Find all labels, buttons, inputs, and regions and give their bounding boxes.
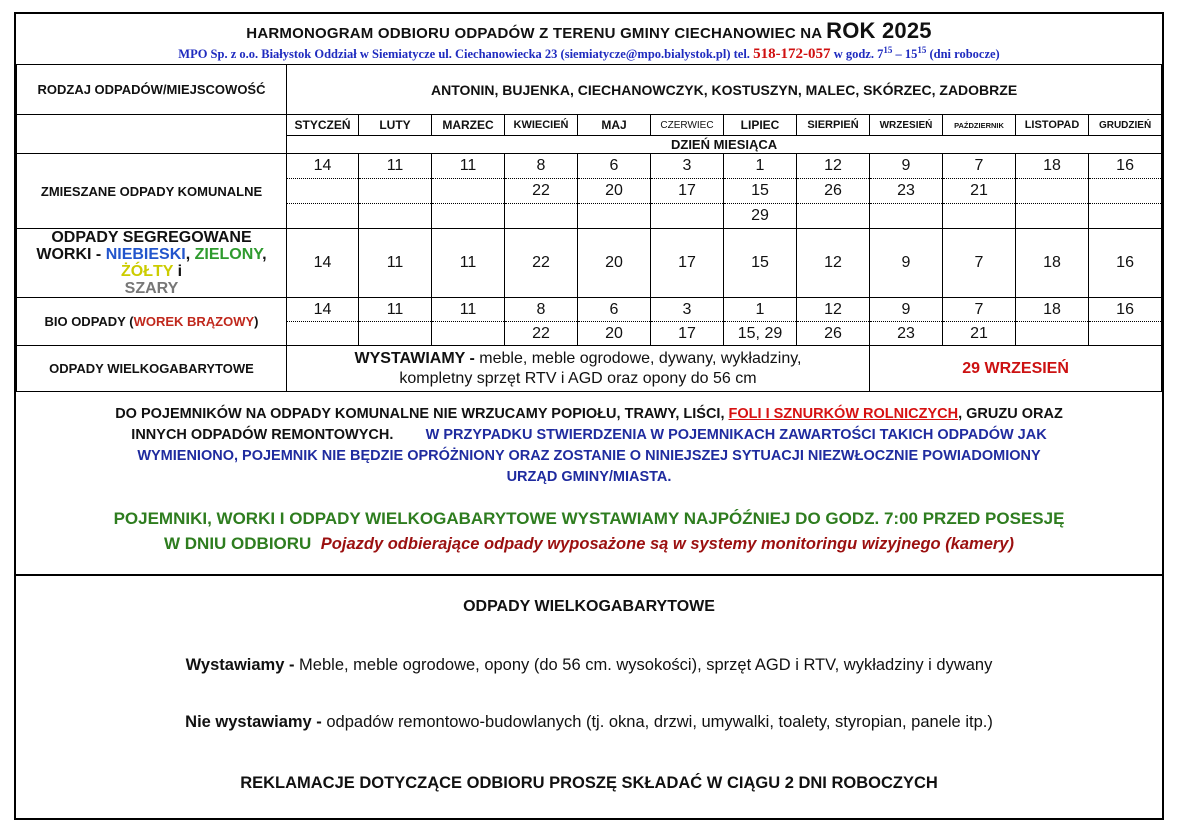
date-cell: 9 <box>870 298 943 322</box>
date-cell: 11 <box>432 298 505 322</box>
date-cell: 17 <box>651 179 724 204</box>
date-cell <box>432 322 505 346</box>
date-cell: 21 <box>943 322 1016 346</box>
date-cell: 17 <box>651 322 724 346</box>
segregated-title: ODPADY SEGREGOWANE <box>51 229 252 246</box>
date-cell: 15 <box>724 229 797 298</box>
notice-highlight: FOLI I SZNURKÓW ROLNICZYCH <box>728 406 959 422</box>
company-info <box>16 45 1162 63</box>
date-cell: 11 <box>432 154 505 179</box>
bulky-waste-label: ODPADY WIELKOGABARYTOWE <box>17 346 287 392</box>
date-cell: 12 <box>797 154 870 179</box>
date-cell: 16 <box>1089 298 1162 322</box>
header <box>16 14 1162 64</box>
month-header: SIERPIEŃ <box>797 115 870 136</box>
hours-text: (dni robocze) <box>926 47 1000 62</box>
bulky-info-title: ODPADY WIELKOGABARYTOWE <box>463 598 715 615</box>
company-phone: 518-172-057 <box>753 46 831 63</box>
bulky-lead: WYSTAWIAMY - <box>354 349 475 367</box>
bags-prefix: WORKI - <box>36 246 106 263</box>
date-cell: 6 <box>578 298 651 322</box>
date-cell: 26 <box>797 322 870 346</box>
date-cell: 18 <box>1016 229 1089 298</box>
date-cell: 21 <box>943 179 1016 204</box>
title-text: HARMONOGRAM ODBIORU ODPADÓW Z TERENU GMINY CIECHANOWIEC NA <box>246 25 822 42</box>
notice-text: DO POJEMNIKÓW NA ODPADY KOMUNALNE NIE WRZUCAMY POPIOŁU, TRAWY, LIŚCI, <box>115 406 729 422</box>
date-cell <box>943 204 1016 229</box>
notice-section <box>16 398 1162 576</box>
notice-text: INNYCH ODPADÓW REMONTOWYCH. <box>131 427 394 443</box>
bag-yellow: ŻÓŁTY <box>120 263 174 280</box>
bags-and: i <box>177 263 183 280</box>
title-year: ROK 2025 <box>826 18 932 43</box>
date-cell <box>870 204 943 229</box>
date-cell: 23 <box>870 322 943 346</box>
month-header: LIPIEC <box>724 115 797 136</box>
date-cell: 1 <box>724 298 797 322</box>
bio-waste-label <box>17 298 287 346</box>
bag-blue: NIEBIESKI <box>105 246 186 263</box>
date-cell: 3 <box>651 298 724 322</box>
month-header: CZERWIEC <box>651 115 724 136</box>
date-cell: 15 <box>724 179 797 204</box>
bag-green: ZIELONY <box>194 246 263 263</box>
bio-label-suffix: ) <box>254 314 259 329</box>
bulky-waste-date: 29 WRZESIEŃ <box>870 346 1162 392</box>
date-cell: 9 <box>870 229 943 298</box>
type-header: RODZAJ ODPADÓW/MIEJSCOWOŚĆ <box>17 65 287 115</box>
deadline-text: W DNIU ODBIORU <box>164 534 312 553</box>
date-cell: 11 <box>432 229 505 298</box>
date-cell: 14 <box>287 298 359 322</box>
month-header: PAŹDZIERNIK <box>943 115 1016 136</box>
company-address: MPO Sp. z o.o. Białystok Oddział w Siemiatycze ul. Ciechanowiecka 23 (siemiatycze@mpo.bialystok.pl) tel. <box>178 47 750 62</box>
notice-prohibited <box>16 404 1162 488</box>
date-cell <box>1089 322 1162 346</box>
date-cell: 7 <box>943 298 1016 322</box>
date-cell: 22 <box>505 179 578 204</box>
mixed-waste-label: ZMIESZANE ODPADY KOMUNALNE <box>17 154 287 229</box>
bulky-not-allowed <box>16 713 1162 732</box>
date-cell: 20 <box>578 322 651 346</box>
date-cell: 18 <box>1016 154 1089 179</box>
date-cell: 7 <box>943 229 1016 298</box>
date-cell: 14 <box>287 229 359 298</box>
date-cell: 9 <box>870 154 943 179</box>
segregated-waste-label: ODPADY SEGREGOWANE WORKI - NIEBIESKI, ZIELONY, ŻÓŁTY i SZARY <box>17 229 287 298</box>
deadline-text: POJEMNIKI, WORKI I ODPADY WIELKOGABARYTOWE WYSTAWIAMY NAJPÓŹNIEJ DO GODZ. 7:00 PRZED POSESJĘ <box>113 509 1065 528</box>
localities: ANTONIN, BUJENKA, CIECHANOWCZYK, KOSTUSZYN, MALEC, SKÓRZEC, ZADOBRZE <box>287 65 1162 115</box>
complaints-notice: REKLAMACJE DOTYCZĄCE ODBIORU PROSZĘ SKŁADAĆ W CIĄGU 2 DNI ROBOCZYCH <box>240 774 938 792</box>
bio-bag: WOREK BRĄZOWY <box>133 314 255 329</box>
date-cell <box>651 204 724 229</box>
date-cell <box>1089 204 1162 229</box>
month-header: GRUDZIEŃ <box>1089 115 1162 136</box>
date-cell: 12 <box>797 229 870 298</box>
notice-warning: URZĄD GMINY/MIASTA. <box>506 469 672 485</box>
day-of-month-label: DZIEŃ MIESIĄCA <box>287 136 1162 154</box>
date-cell <box>505 204 578 229</box>
date-cell: 6 <box>578 154 651 179</box>
date-cell: 15, 29 <box>724 322 797 346</box>
notice-text: , GRUZU ORAZ <box>958 406 1063 422</box>
date-cell <box>1016 322 1089 346</box>
bulky-text-1: meble, meble ogrodowe, dywany, wykładziny, <box>474 349 802 367</box>
hours-text: w godz. 7 <box>833 47 884 62</box>
month-header: LISTOPAD <box>1016 115 1089 136</box>
date-cell <box>432 179 505 204</box>
month-header: LUTY <box>359 115 432 136</box>
date-cell: 3 <box>651 154 724 179</box>
notice-deadline <box>16 506 1162 557</box>
date-cell: 20 <box>578 229 651 298</box>
date-cell: 12 <box>797 298 870 322</box>
date-cell: 17 <box>651 229 724 298</box>
date-cell <box>287 179 359 204</box>
hours-text: – 15 <box>892 47 918 62</box>
date-cell <box>578 204 651 229</box>
date-cell: 7 <box>943 154 1016 179</box>
date-cell <box>287 322 359 346</box>
hours-sup: 15 <box>883 45 893 55</box>
date-cell: 11 <box>359 229 432 298</box>
month-header: STYCZEŃ <box>287 115 359 136</box>
date-cell <box>359 322 432 346</box>
date-cell: 8 <box>505 298 578 322</box>
date-cell: 29 <box>724 204 797 229</box>
date-cell: 26 <box>797 179 870 204</box>
bulky-allowed <box>16 656 1162 675</box>
date-cell <box>359 204 432 229</box>
page-title <box>16 18 1162 44</box>
date-cell <box>359 179 432 204</box>
schedule-table <box>16 64 1162 392</box>
bulky-not-allowed-text: odpadów remontowo-budowlanych (tj. okna, drzwi, umywalki, toalety, styropian, panele itp.) <box>321 713 993 731</box>
date-cell <box>1016 179 1089 204</box>
date-cell: 16 <box>1089 154 1162 179</box>
date-cell: 20 <box>578 179 651 204</box>
date-cell <box>1089 179 1162 204</box>
date-cell: 23 <box>870 179 943 204</box>
month-header: KWIECIEŃ <box>505 115 578 136</box>
date-cell: 18 <box>1016 298 1089 322</box>
date-cell <box>287 204 359 229</box>
date-cell: 1 <box>724 154 797 179</box>
date-cell <box>432 204 505 229</box>
monitoring-notice: Pojazdy odbierające odpady wyposażone są w systemy monitoringu wizyjnego (kamery) <box>320 535 1014 553</box>
date-cell: 14 <box>287 154 359 179</box>
date-cell: 8 <box>505 154 578 179</box>
bulky-not-allowed-lead: Nie wystawiamy - <box>185 713 322 731</box>
date-cell: 11 <box>359 298 432 322</box>
date-cell: 22 <box>505 229 578 298</box>
month-header: MAJ <box>578 115 651 136</box>
notice-warning: WYMIENIONO, POJEMNIK NIE BĘDZIE OPRÓŻNIONY ORAZ ZOSTANIE O NINIEJSZEJ SYTUACJI NIEZWŁOCZNIE POWIADOMIONY <box>137 448 1041 464</box>
bio-label-prefix: BIO ODPADY ( <box>44 314 134 329</box>
hours-sup: 15 <box>917 45 927 55</box>
date-cell <box>797 204 870 229</box>
date-cell: 16 <box>1089 229 1162 298</box>
bulky-info-section <box>16 578 1162 818</box>
bulky-text-2: kompletny sprzęt RTV i AGD oraz opony do 56 cm <box>399 369 757 387</box>
bulky-allowed-lead: Wystawiamy - <box>185 656 295 674</box>
bulky-waste-description <box>287 346 870 392</box>
month-header: MARZEC <box>432 115 505 136</box>
date-cell: 22 <box>505 322 578 346</box>
bulky-allowed-text: Meble, meble ogrodowe, opony (do 56 cm. wysokości), sprzęt AGD i RTV, wykładziny i dywany <box>294 656 993 674</box>
notice-warning: W PRZYPADKU STWIERDZENIA W POJEMNIKACH ZAWARTOŚCI TAKICH ODPADÓW JAK <box>425 427 1047 443</box>
empty-cell <box>17 115 287 154</box>
date-cell: 11 <box>359 154 432 179</box>
date-cell <box>1016 204 1089 229</box>
bag-grey: SZARY <box>124 280 179 297</box>
month-header: WRZESIEŃ <box>870 115 943 136</box>
